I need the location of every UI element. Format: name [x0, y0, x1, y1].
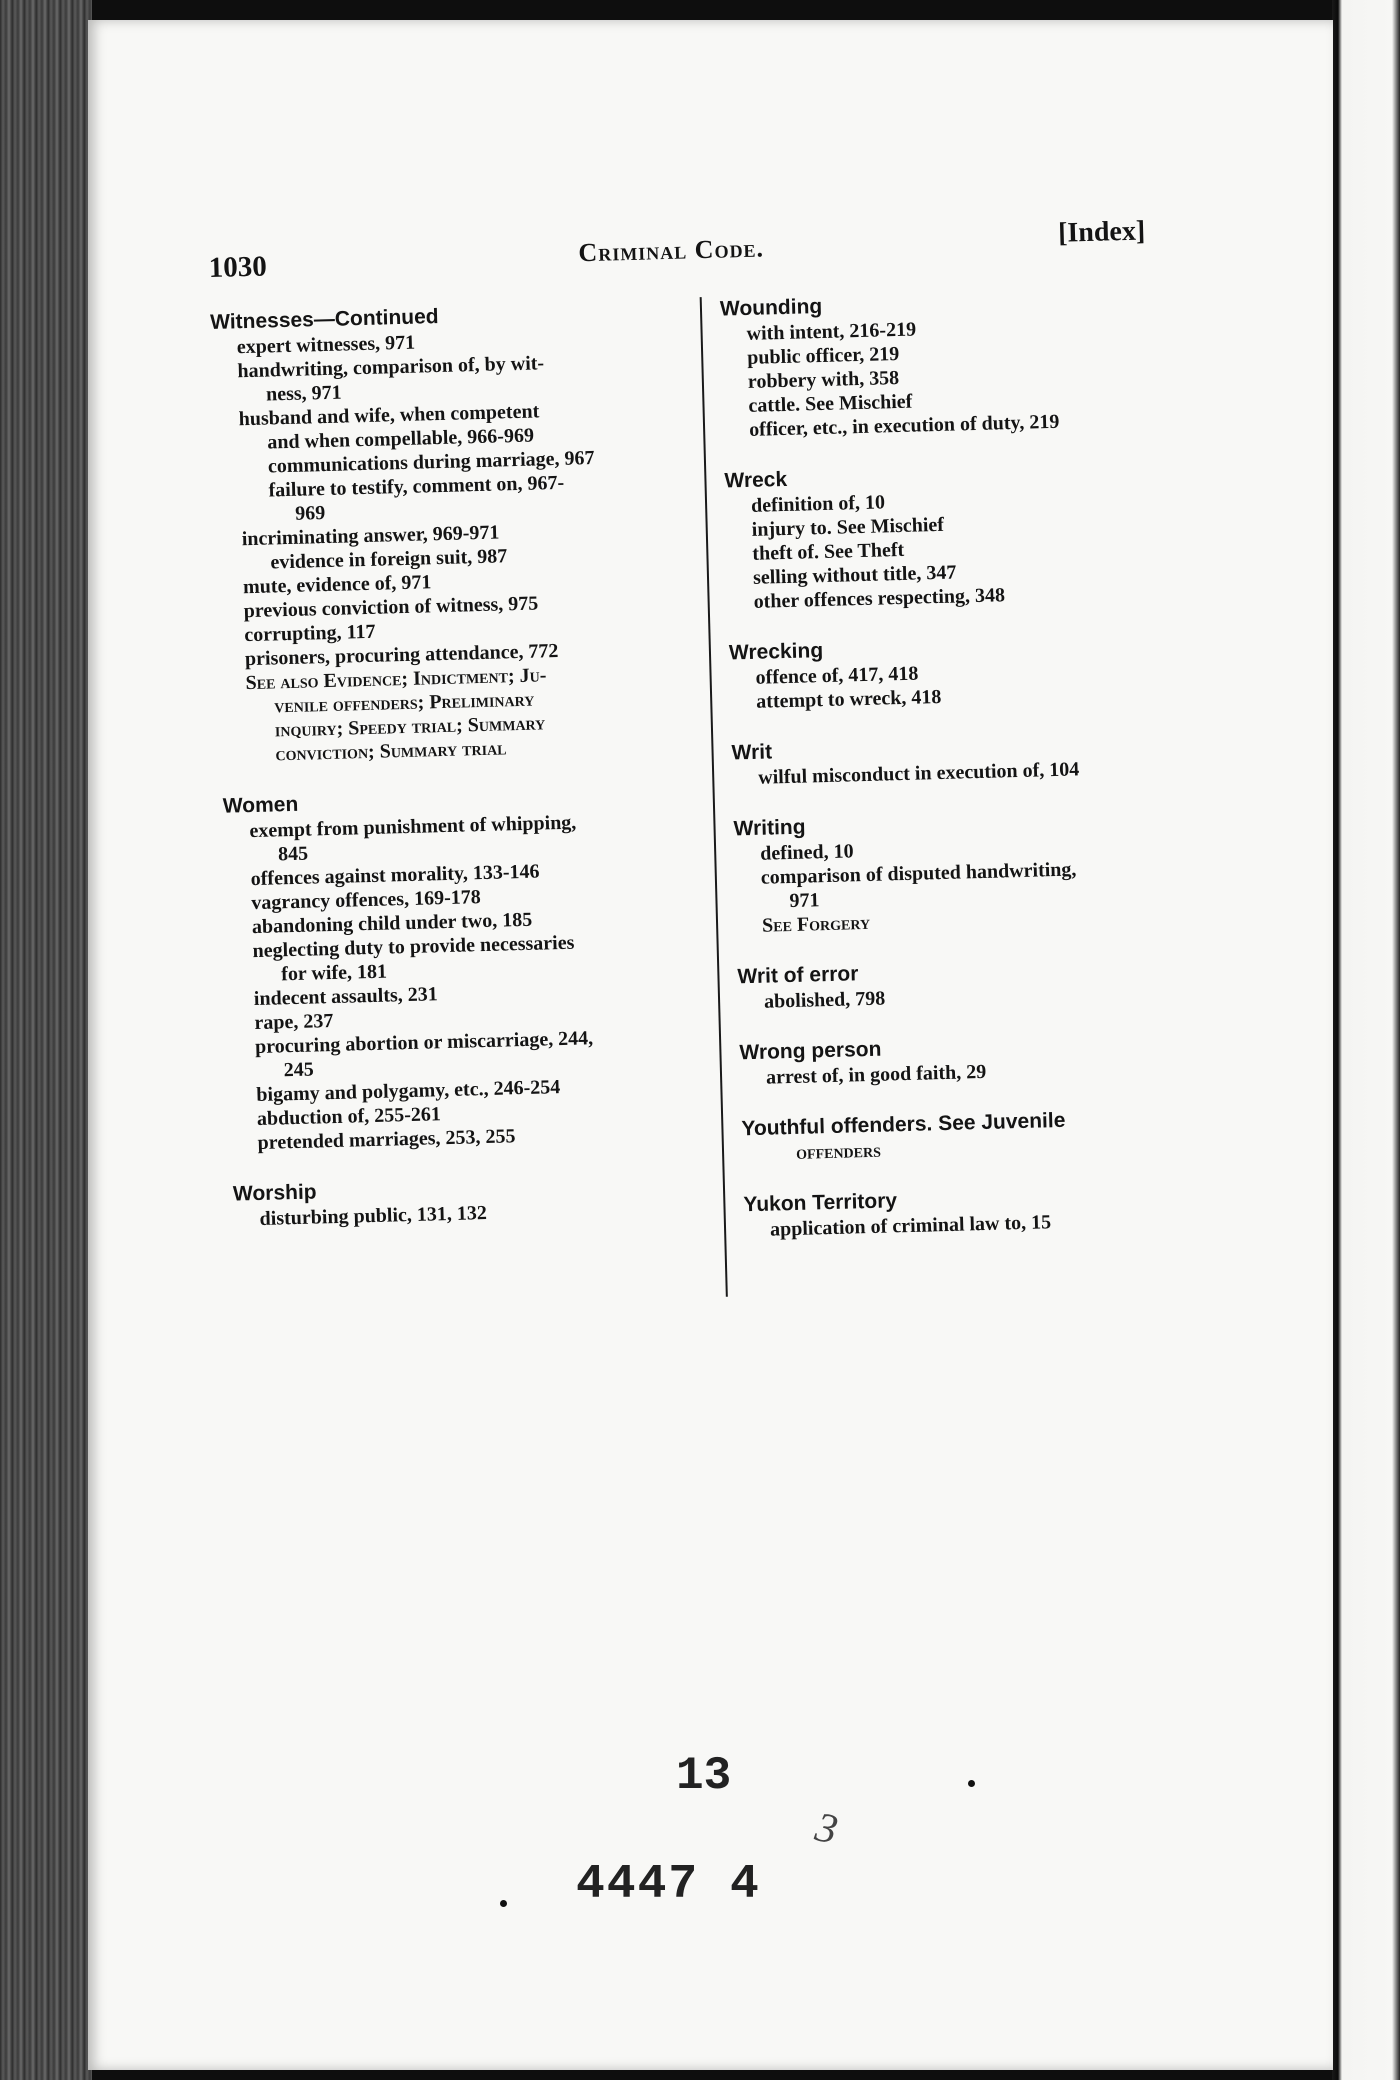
index-subentry: conviction; Summary trial: [275, 737, 507, 766]
index-subentry: See Forgery: [761, 911, 871, 937]
index-subentry: inquiry; Speedy trial; Summary: [274, 712, 546, 742]
right-column: [720, 284, 1235, 1268]
index-heading: Wounding: [719, 294, 823, 321]
index-subentry: 971: [789, 889, 820, 913]
running-title: Criminal Code.: [578, 233, 765, 268]
index-subentry: application of criminal law to, 15: [769, 1211, 1052, 1241]
index-subentry: 969: [294, 502, 326, 525]
index-subentry: injury to. See Mischief: [751, 513, 945, 541]
index-heading: Women: [222, 792, 299, 818]
index-subentry: 245: [283, 1058, 315, 1082]
book-page-edges: [0, 0, 92, 2080]
index-subentry: other offences respecting, 348: [753, 584, 1006, 613]
index-subentry: offences against morality, 133-146: [250, 860, 540, 891]
index-entry: [720, 284, 1214, 443]
pencil-mark: 3: [811, 1804, 842, 1854]
index-subentry: neglecting duty to provide necessaries: [252, 931, 575, 963]
index-subentry: definition of, 10: [750, 491, 886, 517]
left-column: [210, 297, 715, 1257]
index-entry: [724, 456, 1218, 615]
index-subentry: incriminating answer, 969-971: [241, 521, 500, 551]
index-subentry: See also Evidence; Indictment; Ju-: [245, 664, 547, 695]
index-subentry: communications during marriage, 967: [267, 446, 595, 478]
index-subentry: bigamy and polygamy, etc., 246-254: [256, 1076, 561, 1107]
index-entry: [233, 1169, 714, 1232]
index-subentry: prisoners, procuring attendance, 772: [244, 639, 559, 671]
index-subentry: expert witnesses, 971: [236, 331, 416, 359]
index-subentry: abduction of, 255-261: [256, 1103, 442, 1131]
index-subentry: officer, etc., in execution of duty, 219: [748, 410, 1060, 441]
index-heading: Yukon Territory: [743, 1189, 898, 1217]
index-subentry: evidence in foreign suit, 987: [270, 545, 508, 574]
index-entry: [223, 781, 712, 1155]
index-heading: Worship: [232, 1180, 317, 1206]
index-subentry: selling without title, 347: [752, 561, 957, 589]
index-subentry: mute, evidence of, 971: [242, 571, 432, 599]
index-subentry: for wife, 181: [280, 960, 388, 986]
book-page: [88, 20, 1333, 2070]
index-heading: Wreck: [724, 467, 788, 493]
index-subentry: handwriting, comparison of, by wit-: [237, 352, 545, 383]
index-subentry: and when compellable, 966-969: [267, 424, 535, 454]
index-heading: Witnesses—Continued: [209, 304, 439, 334]
index-subentry: attempt to wreck, 418: [755, 685, 942, 713]
index-subentry: offence of, 417, 418: [755, 662, 919, 689]
index-subentry: indecent assaults, 231: [253, 983, 439, 1011]
index-subentry: public officer, 219: [746, 342, 900, 369]
index-subentry: ness, 971: [265, 381, 342, 406]
index-heading: Writ: [731, 740, 773, 765]
index-subentry: comparison of disputed handwriting,: [760, 858, 1077, 889]
index-subentry: exempt from punishment of whipping,: [249, 811, 577, 843]
index-subentry: failure to testify, comment on, 967-: [268, 471, 565, 502]
stamp-number-top: 13: [676, 1750, 732, 1802]
index-subentry: cattle. See Mischief: [748, 390, 913, 417]
index-subentry: rape, 237: [254, 1009, 334, 1035]
index-subentry: venile offenders; Preliminary: [273, 688, 535, 718]
page-number: 1030: [208, 250, 268, 284]
ink-dot: [968, 1780, 975, 1787]
section-tag: [Index]: [1057, 215, 1146, 249]
index-subentry: offenders: [795, 1139, 882, 1164]
index-subentry: with intent, 216-219: [746, 318, 917, 345]
index-subentry: abolished, 798: [763, 987, 886, 1013]
ink-dot: [500, 1900, 507, 1907]
index-heading: Writing: [733, 815, 806, 841]
index-entry: [737, 952, 1228, 1015]
index-entry: [210, 297, 702, 767]
facing-page-edge: [1332, 0, 1400, 2080]
index-subentry: defined, 10: [759, 840, 854, 865]
index-subentry: wilful misconduct in execution of, 104: [757, 758, 1080, 789]
index-subentry: disturbing public, 131, 132: [259, 1202, 488, 1230]
index-subentry: procuring abortion or miscarriage, 244,: [254, 1027, 594, 1059]
index-subentry: arrest of, in good faith, 29: [765, 1060, 987, 1089]
index-entry: [741, 1104, 1232, 1167]
index-subentry: husband and wife, when competent: [238, 400, 540, 431]
index-subentry: pretended marriages, 253, 255: [257, 1125, 516, 1155]
index-entry: [733, 804, 1226, 939]
index-subentry: previous conviction of witness, 975: [243, 592, 539, 623]
index-subentry: theft of. See Theft: [752, 538, 905, 565]
index-subentry: vagrancy offences, 169-178: [251, 886, 481, 915]
index-subentry: 845: [277, 842, 309, 866]
index-subentry: corrupting, 117: [244, 620, 376, 647]
index-entry: [739, 1028, 1230, 1091]
page-content: [208, 214, 1209, 1241]
stamp-number-bottom: 4447 4: [576, 1858, 761, 1912]
index-heading: Wrecking: [728, 639, 824, 665]
index-subentry: robbery with, 358: [747, 366, 900, 393]
index-heading: Youthful offenders. See Juvenile: [741, 1108, 1066, 1141]
index-heading: Writ of error: [737, 962, 859, 989]
index-subentry: abandoning child under two, 185: [251, 908, 533, 939]
index-heading: Wrong person: [739, 1037, 882, 1065]
index-entry: [743, 1179, 1234, 1242]
index-entry: [729, 628, 1221, 715]
index-entry: [731, 728, 1222, 791]
